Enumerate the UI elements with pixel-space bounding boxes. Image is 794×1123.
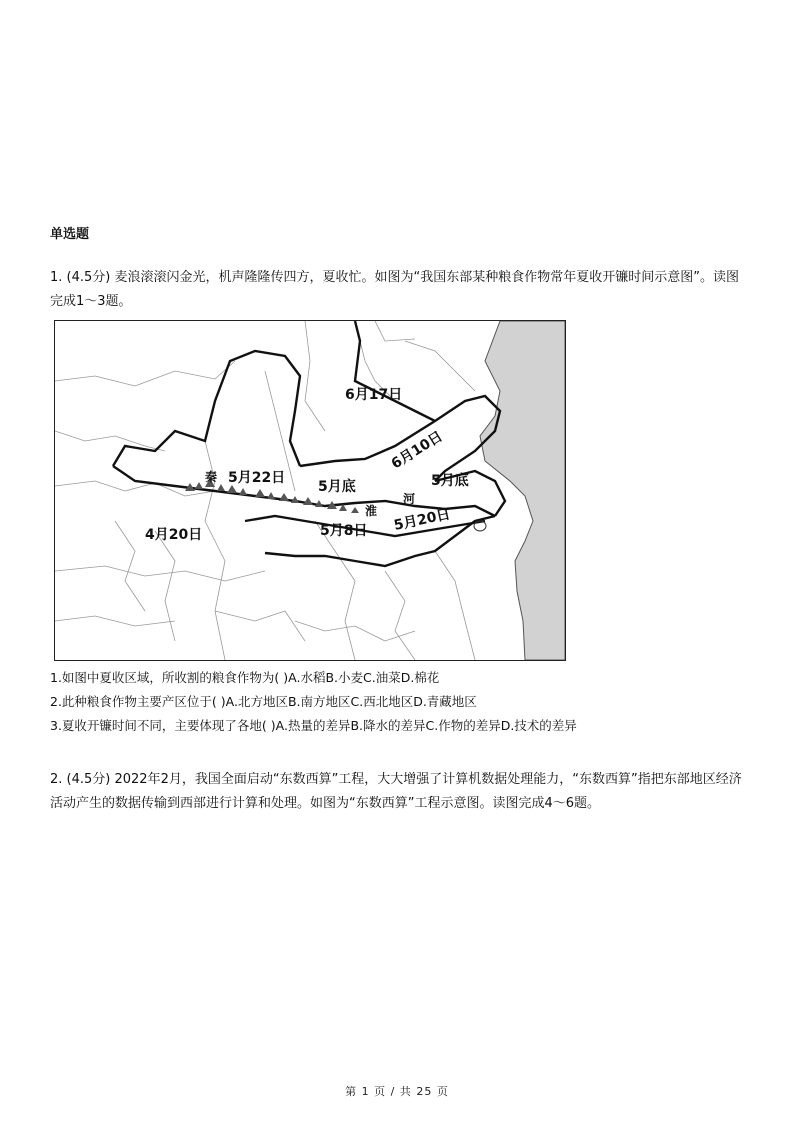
label-he: 河 bbox=[403, 492, 416, 506]
province-borders bbox=[55, 321, 475, 660]
subquestion-1: 1.如图中夏收区域，所收割的粮食作物为( )A.水稻B.小麦C.油菜D.棉花 bbox=[50, 670, 440, 685]
label-apr20: 4月20日 bbox=[145, 527, 203, 543]
subquestion-2: 2.此种粮食作物主要产区位于( )A.北方地区B.南方地区C.西北地区D.青藏地区 bbox=[50, 694, 477, 709]
label-qin: 秦 bbox=[205, 470, 218, 484]
sea-area bbox=[480, 321, 565, 660]
label-jun17: 6月17日 bbox=[345, 387, 403, 403]
subquestion-3: 3.夏收开镰时间不同，主要体现了各地( )A.热量的差异B.降水的差异C.作物的差异D.技术的差异 bbox=[50, 718, 577, 733]
question-1-text: 1. (4.5分) 麦浪滚滚闪金光，机声隆隆传四方，夏收忙。如图为“我国东部某种粮食作物常年夏收开镰时间示意图”。读图完成1～3题。 bbox=[50, 270, 739, 309]
section-title: 单选题 bbox=[50, 227, 90, 242]
label-may-end-1: 5月底 bbox=[318, 479, 356, 495]
label-may8: 5月8日 bbox=[320, 523, 368, 539]
label-huai: 淮 bbox=[365, 504, 378, 518]
label-may-end-2: 5月底 bbox=[431, 473, 469, 489]
question-2-text: 2. (4.5分) 2022年2月，我国全面启动“东数西算”工程，大大增强了计算机数据处理能力，“东数西算”指把东部地区经济活动产生的数据传输到西部进行计算和处理。如图为“东数西算”工程示意图。读图完成4～6题。 bbox=[50, 772, 742, 811]
harvest-map bbox=[54, 320, 566, 661]
page-footer: 第 1 页 / 共 25 页 bbox=[345, 1085, 449, 1098]
label-may22: 5月22日 bbox=[228, 470, 286, 486]
label-jun10: 6月10日 bbox=[388, 428, 446, 473]
label-may20: 5月20日 bbox=[392, 506, 452, 534]
harvest-map-svg bbox=[55, 321, 565, 660]
